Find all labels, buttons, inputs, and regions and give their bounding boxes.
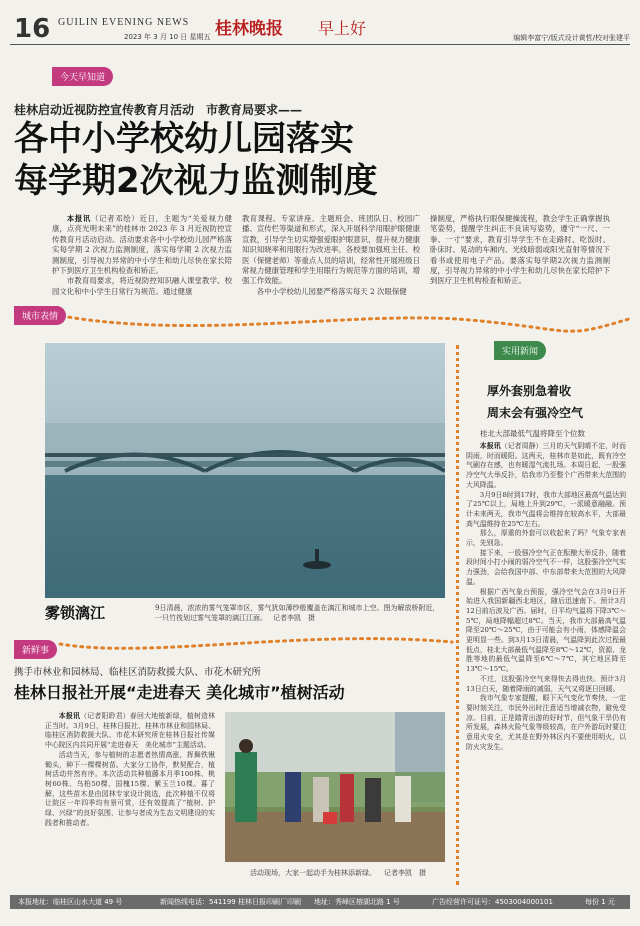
weather-p7: 我市气象专家提醒，眼下天气变化节奏快，一定要时刻关注，市民外出时注意适当增减衣物，避免受凉。目前，正是踏青出游的好时节，但气象干旱仍有所发展，森林火险气象等级较高，在户外游玩时要注意用火安全，尤其是在野外林区内不要使用明火，以防火灾发生。 (466, 694, 626, 751)
byline-note: （记者邓绘） (91, 214, 140, 223)
paper-name-en: GUILIN EVENING NEWS (58, 17, 190, 28)
weather-p6: 不过，这股强冷空气来得快去得也快。预计3月13日白天，随着降雨的减弱，天气又将逐日回暖。 (466, 674, 626, 693)
lead-column-2 (242, 214, 420, 297)
lead-col1-p1: 近日，主题为“关爱视力健康，点亮光明未来”的桂林市 2023 年 3 月近视防控宣传教育月活动启动。活动要求各中小学校幼儿园严格落实每学期 2 次视力监测制度，落实每学期 2 次视力监测制度，引导视力异常的中小学生和幼儿尽快在家长陪护下到医疗卫生机构检查和矫正。 (52, 214, 232, 276)
tree-p2: 活动当天，参与植树的志愿者热情高涨，挥舞铁锹锄头，种下一棵棵树苗。大家分工协作，默契配合，植树活动井然有序。本次活动共种植藤本月季100株、桃树60株、乌桕50棵、国槐15棵、紫玉兰10棵。暮了解，这些苗木是由园林专家设计挑选，此次种植不仅将让院区一年四季均有景可赏，还有效提高了“植树、护绿、兴绿”的良好氛围，让参与者成为生态文明建设的实践者和推动者。 (45, 750, 215, 827)
paper-logo: 桂林晚报 (215, 19, 283, 39)
footer-address: 本报地址：临桂区山水大道 49 号 (18, 898, 123, 906)
weather-subhead: 桂北大部最低气温将降至个位数 (480, 429, 585, 438)
byline: 本报讯 (66, 214, 92, 223)
tree-photo-credit: 记者李凯 摄 (384, 869, 426, 877)
lead-column-1 (52, 214, 232, 297)
editors-credit: 编辑李富宁/版式设计黄哲/校对张建平 (513, 34, 630, 42)
weather-headline-1: 厚外套别急着收 (487, 384, 572, 398)
city-scene-title: 雾锁漓江 (45, 604, 106, 622)
tree-headline: 桂林日报社开展“走进春天 美化城市”植树活动 (14, 683, 345, 702)
weather-byline-note: （记者周静） (500, 442, 543, 450)
footer-printer-address: 地址：秀峰区榕湖北路 1 号 (314, 898, 400, 906)
city-scene-caption (155, 603, 445, 623)
weather-body (466, 442, 626, 753)
lead-col2-p2: 各中小学校幼儿园要严格落实每天 2 次眼保健 (256, 286, 407, 296)
section-title: 早上好 (318, 19, 367, 38)
tree-byline-note: （记者阳聆君） (80, 712, 130, 720)
tree-p1: 春回大地植新绿，植树造林正当时。3月9日，桂林日报社、桂林市林业和园林局、临桂区消防救援大队、市花木研究所在桂林日报社传媒中心院区内共同开展“走进春天 美化城市”主题活动。 (45, 712, 216, 750)
caption-text: 9日清晨，浓浓的雾气笼罩市区，雾气犹如薄纱般覆盖在漓江和城市上空。图为解放桥附近，一只竹筏划过雾气笼罩的漓江江面。 (155, 604, 440, 622)
photo-credit: 记者李凯 摄 (273, 614, 315, 622)
misty-river-photo (45, 343, 445, 598)
date-line: 2023 年 3 月 10 日 星期五 (124, 33, 211, 41)
weather-p1: 三月的天气阴晴不定，时而阴雨，时而暖阳。这两天，桂林市是如此，既有冷空气刷存在感，也有暖湿气流扎场。本周日起，一股强冷空气大举反扑，给我市乃至整个广西带来大范围的大风降温。 (466, 442, 627, 489)
tag-practical: 实用新闻 (494, 341, 546, 360)
tree-byline: 本报讯 (58, 712, 81, 720)
lead-headline (14, 118, 378, 202)
weather-headline-2: 周末会有强冷空气 (487, 406, 584, 420)
footer-phone: 新闻热线电话：541199 (160, 898, 236, 906)
weather-p3: 那么，厚重的外套可以收起来了吗？气象专家表示，先别急。 (466, 529, 626, 548)
tree-body (45, 712, 215, 828)
footer-price: 每份 1 元 (585, 898, 615, 906)
tree-caption-text: 活动现场，大家一起动手为桂林添新绿。 (250, 869, 376, 877)
weather-p4: 接下来，一股强冷空气正在酝酿大举反扑，随着段时间小打小闹的弱冷空气不一样，这股强冷空气实力强劲，会给我国中部、中东部带来大范围的大风降温。 (466, 548, 626, 586)
tag-city: 城市表情 (14, 306, 66, 325)
weather-byline: 本报讯 (479, 442, 501, 450)
masthead-rule (10, 44, 630, 45)
footer-ad-license: 广告经营许可证号：4503004000101 (432, 898, 553, 906)
lead-subhead: 桂林启动近视防控宣传教育月活动 市教育局要求—— (14, 103, 303, 117)
weather-p5: 根据广西气象台预报，强冷空气会在3月9日开始进入我国新疆西北地区，随后迅速南下。预计3月12日前后波及广西。届时，日平均气温将下降3℃～5℃，局地降幅超过8℃。当天，我市大部最高气温降至20℃～25℃，由于可能会有小雨，体感降温会更明显一些。到3月13日清晨，气温降到此次过程最低点，桂北大部最低气温降至8℃～12℃，资源、龙胜等地的最低气温降至6℃～7℃，其它地区降至13℃～15℃。 (466, 587, 626, 674)
lead-column-3 (430, 214, 610, 287)
weather-p2: 3月9日8时到17时，我市大部地区最高气温达到了25℃以上，局地上升到29℃，一派暖意融融。预计未来两天，我市气温将会维持在较高水平，大部最高气温维持在25℃左右。 (466, 490, 626, 528)
dotted-divider-vertical (456, 345, 459, 885)
headline-line-2: 每学期2次视力监测制度 (14, 161, 378, 201)
tag-today: 今天早知道 (52, 67, 113, 86)
footer-bar (10, 895, 630, 909)
tag-fresh: 新鲜事 (14, 640, 57, 659)
tree-caption (250, 868, 426, 878)
lead-col3-p1: 操制度，严格执行眼保健操流程，教会学生正确掌握执笔姿势，提醒学生纠正不良读写姿势，遵守“一尺、一拳、一寸”要求，教育引导学生不在走路时、吃饭时、卧床时、晃动的车厢内、光线暗弱或阳光直射等情况下看书或使用电子产品。要落实每学期2次视力监测制度，引导视力异常的中小学生和幼儿尽快在家长陪护下到医疗卫生机构检查和矫正。 (430, 214, 610, 286)
page-number: 16 (14, 14, 51, 44)
footer-printer: 桂林日报印刷厂印刷 (238, 898, 301, 906)
dotted-divider-mid (0, 624, 460, 664)
tree-planting-photo (225, 712, 445, 862)
weather-headline (487, 380, 583, 424)
headline-line-1: 各中小学校幼儿园落实 (14, 119, 354, 159)
lead-col2-p1: 教育课程、专家讲座、主题班会、班团队日、校园广播、宣传栏等渠道和形式，深入开展科学用眼护眼健康宣教，引导学生切实增强爱眼护眼意识，提升视力健康知识知晓率和用眼行为改进率。各校要加强班主任、校医（保健老师）等重点人员的培训，经常性开展班级日常视力健康管理和学生用眼行为规范等方面的培训，增强工作效能。 (242, 214, 420, 286)
tree-subhead: 携手市林业和园林局、临桂区消防救援大队、市花木研究所 (14, 667, 262, 678)
lead-col1-p2: 市教育局要求，将近视防控知识融入课堂教学、校园文化和中小学生日常行为规范。通过健康 (52, 276, 232, 296)
